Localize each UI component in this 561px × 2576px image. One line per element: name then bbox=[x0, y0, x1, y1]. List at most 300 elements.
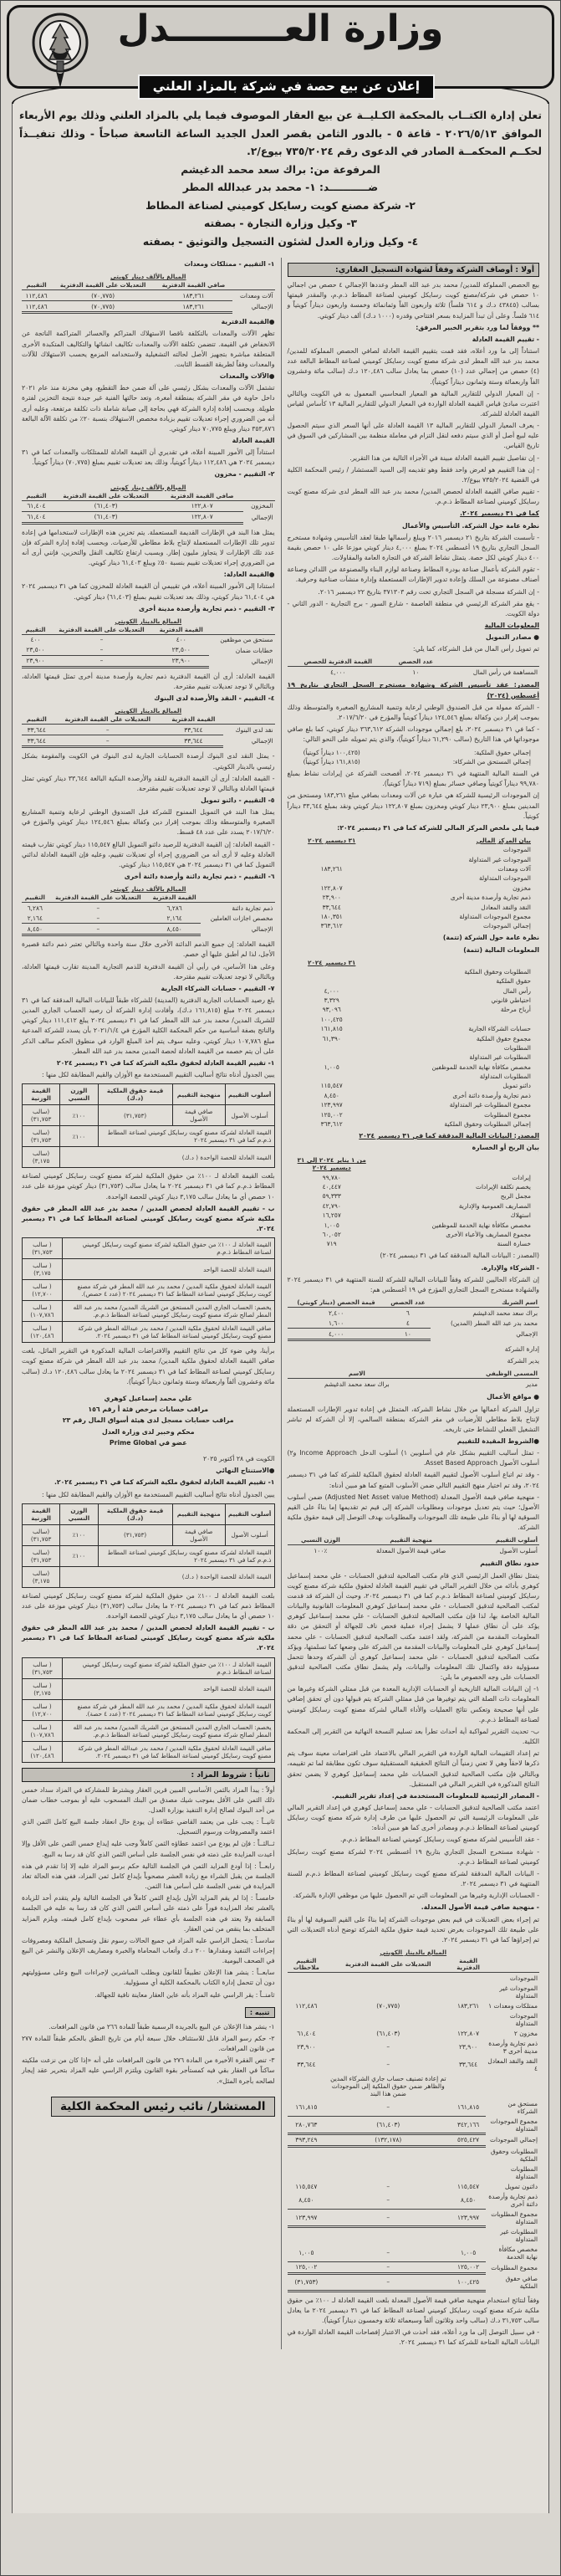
table-cell: المطلوبات المتداولة bbox=[510, 2164, 538, 2180]
table-cell: (١٣٢,١٧٨) bbox=[325, 2133, 451, 2146]
table-cell: ٢,١٦٤ bbox=[166, 914, 182, 922]
table-cell: ٢٣,٥٠٠ bbox=[26, 646, 45, 654]
statement-label: المطلوبات غير المتداولة bbox=[469, 1053, 531, 1062]
column-header: الوزن النسبي bbox=[60, 1503, 98, 1524]
statement-row bbox=[291, 1220, 533, 1229]
table-row bbox=[23, 1741, 275, 1762]
table-cell: ذمم تجارية وأرصدة مدينة أخرى ٣ bbox=[488, 2039, 538, 2055]
paragraph: يمثل هذا البند في التمويل الممنوح للشركة قبل الصندوق الوطني لرعاية وتنمية المشاريع الصغيرة والمتوسطة وذلك بموجب إقرار دين وكفالة بمبلغ ١٢٤,٥٤٦ دينار كويتي والمؤرخ في ٢٠١٧/٦/٢٠ يسدد على عدد ٤٨ قسط. bbox=[22, 808, 275, 837]
signature-line: عضو في Prime Global bbox=[109, 1438, 187, 1447]
column-header: التعديلات على القيمة الدفترية bbox=[325, 1957, 451, 1973]
paragraph: سابعــاً : ينشر هذا الإعلان تطبيقاً للقانون وبطلب المباشرين لإجراءات البيع وعلى مسؤوليتهم دون أن تتحمل إدارة الكتاب بالمحكمة الكلية أي مسؤولية. bbox=[22, 1969, 275, 1987]
statement-label: رأس المال bbox=[502, 986, 531, 995]
column-header: أسلوب التقييم bbox=[225, 1503, 274, 1524]
paragraph: يبين الجدول أدناه نتائج أساليب التقييم المستخدمة مع الأوزان والقيم المطابقة لكل منها : bbox=[41, 1490, 275, 1498]
table-row bbox=[288, 1973, 540, 1984]
table-cell: (٦١,٤٠٣) bbox=[325, 2116, 451, 2133]
table-row bbox=[288, 1318, 540, 1329]
statement-label: مجموع حقوق الملكية bbox=[476, 1034, 531, 1042]
table-row bbox=[288, 2056, 540, 2073]
table-cell: ( سالب ١٠٧,٧٨٦) bbox=[23, 1301, 63, 1322]
column-header bbox=[373, 958, 533, 967]
signature-block bbox=[22, 1393, 275, 1448]
column-header bbox=[243, 492, 275, 501]
table-cell: – bbox=[96, 914, 100, 922]
paragraph: تم إعداد التقييمات المالية الواردة في التقرير المالي بالاعتماد على افتراضات معينة سوف يتم ذكرها لاحقاً وهي لا تعني زمنياً أن النتائج الحقيقية المستقبلية سوف تكون مطابقة لما تم تقييمه، وبالتالي فإن مكتب الصالحية لتدقيق الحسابات علي محمد إسماعيل كوهري لا يضمن تحقق النتائج المذكورة في التقرير المالي في المستقبل. bbox=[287, 1749, 539, 1788]
financial-table bbox=[288, 1949, 540, 2292]
table-cell: – bbox=[99, 636, 104, 644]
table-cell: ٨,٤٥٠ bbox=[148, 924, 201, 935]
statement-table bbox=[291, 1155, 533, 1248]
table-cell: مخزون ٢ bbox=[513, 2029, 538, 2037]
statement-label: أرباح مرحلة bbox=[500, 1006, 531, 1014]
court-official-signature: المستشار/ نائب رئيس المحكمة الكلية bbox=[51, 2097, 275, 2117]
financial-table bbox=[288, 1298, 540, 1341]
table-cell: – bbox=[325, 2273, 451, 2291]
statement-row bbox=[291, 1201, 533, 1211]
table-cell: – bbox=[96, 904, 100, 912]
table-unit-label: المبالغ بالدينار الكويتي bbox=[115, 617, 182, 625]
table-header-row bbox=[288, 1957, 540, 1973]
table-row bbox=[22, 655, 275, 667]
statement-value: ٤٠,٤٤٧ bbox=[322, 1183, 341, 1191]
table-row bbox=[23, 1322, 275, 1343]
financial-table bbox=[22, 617, 275, 668]
paragraph: - القيمة العادلة: إن القيمة الدفترية للرصيد دائنو التمويل البالغ ١١٥,٥٤٧ دينار كويتي تقارب قيمته العادلة وعليه لا أرى أنه من الضروري إجراء أي تعديلات تقييم، وعليه فإن القيمة العادلة لدائني التمويل كما في ٣١ ديسمبر ٢٠٢٤ هي ١١٥,٥٤٧ دينار كويتي. bbox=[22, 840, 275, 868]
statement-row bbox=[291, 1043, 533, 1052]
column-header bbox=[373, 1155, 533, 1172]
statement-row bbox=[291, 912, 533, 921]
table-cell bbox=[288, 2226, 326, 2244]
table-cell: مدير bbox=[526, 1380, 538, 1388]
column-header: التعديلات على القيمة الدفترية bbox=[51, 492, 161, 501]
financial-table-grid bbox=[22, 626, 275, 668]
kuwait-state-emblem-icon bbox=[31, 13, 89, 90]
bold-paragraph: بيان الربح أو الخسارة bbox=[472, 1144, 539, 1152]
notice-intro bbox=[19, 107, 542, 251]
table-row bbox=[22, 924, 275, 935]
table-cell: تم إعادة تصنيف حساب جاري الشركاء المدين والظاهر ضمن حقوق الملكية إلى الموجودات ضمن هذا البند bbox=[330, 2074, 446, 2097]
statement-row bbox=[291, 1191, 533, 1201]
table-row bbox=[22, 645, 275, 656]
statement-row bbox=[291, 1172, 533, 1181]
table-cell: ١٠٠٪ bbox=[60, 1126, 98, 1147]
statement-row bbox=[291, 902, 533, 911]
statement-row bbox=[291, 1005, 533, 1014]
table-row bbox=[23, 1720, 275, 1741]
table-cell: صافي القيمة العادلة لحقوق ملكية المدين / محمد بدر عبدالله المطر في شركة مصنع كويت رسايكل كوميني لصناعة المطاط كما في ٣١ ديسمبر ٢٠٢٤. bbox=[62, 1741, 274, 1762]
statement-value: ١١٥,٥٤٧ bbox=[320, 1082, 343, 1090]
statement-value bbox=[291, 845, 373, 854]
table-cell: ٣٤٢,١٦٦ bbox=[451, 2116, 485, 2133]
table-unit-label: المبالغ بالألف دينار كويتي bbox=[110, 885, 186, 894]
table-cell: ( سالب ١٢,٧٠٠) bbox=[23, 1699, 63, 1720]
table-cell: يخصم: الحساب الجاري المدين المستحق من الشريك المدين/ محمد بدر عبد الله المطر لصالح شركة مصنع كويت رسايكل كوميني لصناعة المطاط ذ.م.م. bbox=[62, 1720, 274, 1741]
paragraph: - تأسست الشركة بتاريخ ٢١ ديسمبر ٢٠١٦ ويبلغ رأسمالها طبقا لعقد التأسيس وشهادة مستخرج السجل التجاري بتاريخ ١٩ أغسطس ٢٠٢٤ بمبلغ ٤,٠٠٠ دينار كويتي موزعا على ١٠ حصص بقيمة ٤٠٠ دينار كويتي لكل حصة. يتمثل نشاط الشركة في التجارة العامة والمقاولات. bbox=[287, 533, 539, 562]
paragraph: خامسـاً : إذا لم يقم المزايد الأول بإيداع الثمن كاملاً في الجلسة التالية ولم يتقدم أحد للزيادة بالعشر تعاد المزايدة فوراً على ذمته على أساس الثمن الذي كان قد رسا به عليه في الجلسة السابقة ولا يعتد في هذه الجلسة بأي عطاء غير مصحوب بإيداع كامل قيمته، ويلزم المزايد المتخلف بما ينقص من ثمن العقار. bbox=[22, 1894, 275, 1933]
table-cell bbox=[325, 1983, 451, 2000]
table-cell: – bbox=[325, 2261, 451, 2273]
statement-value: ١,٠٠٥ bbox=[324, 1221, 339, 1229]
column-header: التعديلات على القيمة الدفترية bbox=[49, 626, 154, 635]
bold-paragraph: ٧- التقييم - حسابات الشركاء الجارية bbox=[161, 984, 275, 992]
statement-value: ٢٣,٩٠٠ bbox=[322, 894, 341, 902]
bold-paragraph: ٥- التقييم - دائنو تمويل bbox=[201, 796, 275, 804]
statement-row bbox=[291, 893, 533, 902]
statement-row bbox=[291, 1052, 533, 1062]
table-cell: ١٠٠,٤٢٥ bbox=[451, 2273, 485, 2291]
table-cell: ٦١,٤٠٤ bbox=[297, 2029, 316, 2037]
table-cell: ٣٣,٦٤٤ bbox=[458, 2061, 478, 2069]
ministry-title: وزارة العـــــــــدل bbox=[117, 8, 444, 50]
statement-row bbox=[291, 1230, 533, 1239]
table-cell: ١,٦٠٠ bbox=[328, 1319, 344, 1327]
signature-line: مراقب حسابات مرخص فئة أ رقم ١٥٦ bbox=[88, 1406, 209, 1414]
statement-row bbox=[291, 747, 533, 756]
bold-paragraph: - المصادر الرئيسية للمعلومات المستخدمة في إعداد تقرير التقييم. bbox=[332, 1791, 539, 1800]
paragraph: القيمة العادلة: أرى أن القيمة الدفترية ذمم تجارية وأرصدة مدينة أخرى تمثل قيمتها العادلة، وبالتالي لا توجد تعديلات تقييم مقترحة. bbox=[22, 672, 275, 691]
paragraph: بلغت القيمة العادلة لـ ١٠٠٪ من حقوق الملكية لشركة مصنع كويت رسايكل كوميني لصناعة المطاط ذ.م.م كما في ٣١ ديسمبر ٢٠٢٤ ما يعادل سالب (٣١,٧٥٣) دينار كويتي موزعة على عدد ١٠ حصص أي ما يعادل سالب ٣,١٧٥ دينار كويتي للحصة الواحدة. bbox=[22, 1172, 275, 1201]
statement-row bbox=[291, 1033, 533, 1042]
column-header: عدد الحصص bbox=[389, 658, 443, 667]
statement-row bbox=[291, 1119, 533, 1129]
column-header bbox=[232, 281, 275, 290]
statement-row bbox=[291, 1081, 533, 1090]
statement-value: ٩٩,٧٨٠ bbox=[322, 1173, 341, 1181]
table-cell: أسلوب الأصول bbox=[225, 1524, 274, 1545]
table-cell: ١٢٢,٨٠٧ bbox=[456, 2029, 480, 2037]
table-header-row bbox=[291, 1155, 533, 1172]
table-cell: مخصص اجازات العاملين bbox=[210, 914, 273, 922]
table-row bbox=[23, 1147, 275, 1168]
table-cell: صافي حقوق الملكية bbox=[505, 2274, 538, 2290]
statement-value: ١,٠٠٥ bbox=[324, 1063, 339, 1071]
statement-row bbox=[291, 1211, 533, 1220]
statement-row bbox=[291, 1091, 533, 1100]
table-cell: مخصص مكافأة نهاية الخدمة bbox=[498, 2245, 538, 2261]
paragraph: (المصدر : البيانات المالية المدققة كما في ٣١ ديسمبر ٢٠٢٤) bbox=[380, 1252, 539, 1260]
statement-row bbox=[291, 986, 533, 996]
statement-label: النقد والنقد المعادل bbox=[481, 903, 531, 911]
table-row bbox=[22, 500, 275, 511]
paragraph: استنادا إلى الأمور المبينة أعلاه، في تقييمي أن القيمة العادلة للمخزون كما هي ٣١ ديسمبر ٢٠٢٤ هي ٦١,٤٠٤ دينار كويتي، وذلك بعد تعديلات تقييم بمبلغ (٦١,٤٠٣) دينار كويتي. bbox=[22, 582, 275, 601]
table-cell: – bbox=[325, 2209, 451, 2226]
statement-label: ذمم تجارية وأرصدة دائنة أخرى bbox=[452, 1091, 531, 1099]
statement-value bbox=[291, 1072, 373, 1081]
table-cell: الموجودات غير المتداولة bbox=[499, 1984, 538, 2000]
financial-table bbox=[288, 1370, 540, 1389]
table-cell: محمد بدر عبد الله المطر (المدين) bbox=[451, 1319, 538, 1327]
bold-paragraph: ●القيمة الدفترية bbox=[221, 318, 275, 326]
source-note: المصدر: عقد تأسيس الشركة وشهادة مستخرج السجل التجاري بتاريخ ١٩ أغسطس (٢٠٢٤) bbox=[287, 681, 539, 699]
table-cell: ١٠ bbox=[385, 1329, 431, 1340]
column-header: التعديلات على القيمة الدفترية bbox=[48, 894, 149, 903]
table-cell: ١١٢,٤٨٦ bbox=[295, 2001, 318, 2010]
table-cell: (٧٠,٧٧٥) bbox=[376, 2001, 400, 2010]
bold-paragraph: ●القيمة العادلة: bbox=[223, 571, 275, 579]
bold-paragraph: ●الشروط المقيدة للتقييم bbox=[456, 1437, 539, 1445]
paragraph: بلغ رصيد الحسابات الجارية الدفترية (المدينة) للشركاء طبقاً للبيانات المالية المدققة كما في ٣١ ديسمبر ٢٠٢٤ مبلغ (١٦١,٨١٥ د.ك)، وأفادت إدارة الشركة أن رصيد الحساب الجاري المدين للشريك المدين/ محمد بدر عبد الله المطر كما في ٣١ ديسمبر ٢٠٢٤ يبلغ ١١١,٤١٢ دينار كويتي والناتج بصفة أساسية من حكم المحكمة الكلية المؤرخ في ٢٠٢١/١/٤ بأن يسدد للشركة المدعية مبلغ ١٠٧,٧٨٦ دينار كويتي، وعليه سوف يتم أخذ المبلغ الوارد في منطوق الحكم سالف الذكر على أن يتم خصمه من القيمة العادلة لحصة المدين محمد بدر عبد الله المطر. bbox=[22, 996, 275, 1055]
table-cell: الإجمالي bbox=[516, 1330, 538, 1339]
paragraph: تشتمل الآلات والمعدات بشكل رئيسي على آلة ضمن خط التقطيع، وهي مخزنة منذ عام ٢٠٢١ داخل حاوية في مقر الشركة بمنطقة أمغرة، وتعد حالتها الفنية غير جيدة نتيجة التخزين لفترة طويلة. وبحسب إفادة إدارة الشركة فهي بحاجة إلى صيانة شاملة ذات تكلفة مرتفعة، وعليه أرى أنه من الضروري إجراء تعديلات تقييم بزيادة مخصص الاستهلاك بنسبة ٢٠٪ من تكلفة الآلة البالغة ٣٥٣,٨٧٦ دينار ويبلغ ٧٠,٧٧٥ دينار كويتي. bbox=[22, 384, 275, 433]
defendant-line: ٢- شركة مصنع كويت رسايكل كوميني لصناعة المطاط bbox=[145, 199, 416, 212]
column-header: القيمة الوزنية bbox=[23, 1084, 60, 1105]
plaintiff-line: المرفوعة من: براك سعد محمد الدغيشم bbox=[181, 163, 380, 176]
statement-label: المطلوبات المتداولة bbox=[479, 1073, 531, 1081]
statement-value: ١٦,٢٥٧ bbox=[322, 1211, 341, 1220]
column-header: قيمة حقوق الملكية (د.ك) bbox=[98, 1503, 172, 1524]
table-cell: ( سالب ١٠٧,٧٨٦) bbox=[23, 1720, 63, 1741]
table-cell bbox=[288, 2010, 326, 2028]
table-cell bbox=[451, 2226, 485, 2244]
column-header: التقييم bbox=[22, 492, 51, 501]
statement-label: مجموع الموجودات المتداولة bbox=[459, 912, 531, 920]
column-header bbox=[209, 626, 275, 635]
table-cell: ٣٣,٦٤٤ bbox=[27, 725, 46, 734]
table-cell: ( سالب ٣,١٧٥) bbox=[23, 1259, 63, 1280]
statement-row bbox=[291, 1100, 533, 1109]
statement-label: مخصص مكافأة نهاية الخدمة للموظفين bbox=[431, 1221, 531, 1229]
defendant-line: ٣- وكيل وزارة التجارة - بصفته bbox=[204, 218, 357, 230]
paragraph: برأينا، وفي ضوء كل من نتائج التقييم والافتراضات المالية المذكورة في التقرير الماثل، بلغت صافي القيمة العادلة لحقوق ملكية المدين/ محمد بدر عبد الله المطر في شركة مصنع كويت رسايكل كوميني لصناعة المطاط كما في ٣١ ديسمبر ٢٠٢٤ ما يعادل سالب ١٢٠,٤٨٦ د.ك (سالب مائة وعشرون ألفاً واربعمائة وستة وثمانون ديناراً كويتياً). bbox=[22, 1347, 275, 1385]
table-cell: ١٢٥,٠٠٢ bbox=[451, 2261, 485, 2273]
table-cell: المطلوبات وحقوق الملكية bbox=[491, 2147, 538, 2163]
table-cell: – bbox=[386, 2182, 390, 2190]
table-cell: مستحق من موظفين bbox=[220, 636, 273, 644]
bordered-table bbox=[22, 1237, 275, 1343]
statement-row bbox=[291, 996, 533, 1005]
paragraph: ٣- تنص الفقرة الأخيرة من المادة ٢٧٦ من قانون المرافعات على أنه «إذا كان من نزعت ملكيته ساكناً في العقار بقي فيه كمستأجر بقوة القانون ويلتزم الراسي عليه المزاد بتحرير عقد إيجار لصالحه بأجرة المثل». bbox=[22, 2056, 275, 2085]
bold-paragraph: ١- تقييم القيمة العادلة لحقوق ملكية الشركة كما في ٣١ ديسمبر ٢٠٢٤. bbox=[54, 1478, 275, 1487]
table-cell: صافي قيمة الأصول bbox=[172, 1524, 225, 1545]
notice-body bbox=[12, 104, 549, 2513]
statement-row bbox=[291, 883, 533, 893]
statement-value: ٥٩,٣٣٣ bbox=[322, 1192, 341, 1201]
table-cell: – bbox=[386, 2102, 390, 2111]
table-cell: ( سالب ٣١,٧٥٣) bbox=[23, 1238, 63, 1259]
statement-label: إجمالي المستحق من الشركاء: bbox=[452, 757, 531, 766]
table-cell: ٤,٠٠٠ bbox=[330, 668, 346, 676]
table-cell: الإجمالي bbox=[251, 303, 273, 311]
underlined-heading: كما في ٣١ ديسمبر ٢٠٢٤. bbox=[460, 510, 539, 518]
table-cell: إجمالي الموجودات bbox=[490, 2136, 538, 2144]
statement-row bbox=[291, 757, 533, 766]
column-header: القيمة الدفترية bbox=[148, 894, 201, 903]
table-row bbox=[288, 2244, 540, 2261]
column-header: التقييم bbox=[22, 281, 51, 290]
table-cell: ١٨٣,٢٦١ bbox=[182, 291, 205, 300]
table-cell: ٢٣,٥٠٠ bbox=[171, 646, 191, 654]
table-cell: دائنون تمويل bbox=[504, 2182, 538, 2190]
bordered-table bbox=[22, 1083, 275, 1168]
table-cell: ١١٥,٥٤٧ bbox=[295, 2182, 318, 2190]
statement-row bbox=[291, 864, 533, 873]
statement-label: إجمالي حقوق الملكية: bbox=[474, 748, 531, 756]
statement-row bbox=[291, 921, 533, 930]
table-cell: براك سعد محمد الدغيشم bbox=[472, 1308, 538, 1317]
bold-paragraph: ** ووفقاً لما ورد بتقرير الخبير المرفق: bbox=[416, 323, 539, 331]
table-unit-label: المبالغ بالدينار الكويتي bbox=[380, 1949, 447, 1957]
table-cell: صافي قيمة الأصول المعدلة bbox=[376, 1546, 446, 1554]
two-column-layout bbox=[19, 258, 542, 2349]
table-row bbox=[22, 290, 275, 301]
table-row bbox=[23, 1699, 275, 1720]
table-cell: ( سالب ١٢,٧٠٠) bbox=[23, 1280, 63, 1301]
table-row bbox=[288, 2146, 540, 2164]
statement-label: مخصص مكافأة نهاية الخدمة للموظفين bbox=[431, 1063, 531, 1071]
table-cell: – bbox=[386, 2061, 390, 2069]
table-cell: القيمة العادلة لشركة مصنع كويت رسايكل كوميني لصناعة المطاط ذ.م.م كما في ٣١ ديسمبر ٢٠٢٤ bbox=[98, 1545, 274, 1566]
table-cell bbox=[325, 2226, 451, 2244]
bold-paragraph: - تقييم القيمة العادلة bbox=[472, 335, 539, 343]
table-row bbox=[22, 735, 275, 747]
bold-paragraph: ● مواقع الأعمال bbox=[487, 1393, 539, 1401]
bold-paragraph: ●الآلات والمعدات bbox=[219, 372, 275, 381]
table-row bbox=[22, 301, 275, 313]
table-cell: القيمة العادلة للحصة الواحدة ( د.ك) bbox=[60, 1566, 274, 1587]
column-header: بيان المركز المالي bbox=[476, 837, 531, 845]
statement-row bbox=[291, 1024, 533, 1033]
table-cell: (٣١,٧٥٣) bbox=[98, 1105, 172, 1126]
table-cell: ٥٢٥,٤٢٧ bbox=[451, 2133, 485, 2146]
column-header: التقييم bbox=[22, 715, 52, 725]
table-cell: ( سالب ١٢٠,٤٨٦) bbox=[23, 1322, 63, 1343]
signature-line: مراقب حسابات مسجل لدى هيئة أسواق المال رقم ٢٣ bbox=[62, 1416, 234, 1425]
paragraph: اعتمد مكتب الصالحية لتدقيق الحسابات - علي محمد إسماعيل كوهري في إعداد التقرير المالي على المعلومات الرئيسية التي تم الحصول عليها من طرف إدارة شركة مصنع كويت رسايكل كوميني لصناعة المطاط ذ.م.م ومصادر أخرى كما هو مبين أدناه: bbox=[287, 1804, 539, 1832]
paragraph: استناداً إلى الأمور المبينة أعلاه، في تقديري أن القيمة العادلة للممتلكات والمعدات كما في ٣١ ديسمبر ٢٠٢٤ هي ١١٢,٤٨٦ ديناراً كويتياً، وذلك بعد تعديلات تقييم بمبلغ (٧٠,٧٧٥) ديناراً كويتياً. bbox=[22, 448, 275, 467]
table-cell: صافي قيمة الأصول bbox=[172, 1105, 225, 1126]
statement-label: استهلاك bbox=[510, 1211, 531, 1220]
column-header: القيمة الدفترية bbox=[154, 626, 209, 635]
table-header-row bbox=[22, 492, 275, 501]
statement-label: المطلوبات bbox=[503, 1043, 531, 1052]
column-header: أسلوب التقييم bbox=[225, 1084, 274, 1105]
financial-table-grid bbox=[22, 715, 275, 748]
financial-table bbox=[288, 1536, 540, 1555]
column-header: ٣١ ديسمبر ٢٠٢٤ bbox=[308, 958, 356, 966]
statement-table bbox=[291, 836, 533, 930]
table-cell: الإجمالي bbox=[251, 513, 273, 521]
statement-value: ٤٢,٧٩٠ bbox=[322, 1201, 341, 1210]
table-cell: ٤ bbox=[405, 1319, 410, 1327]
table-row bbox=[288, 2226, 540, 2244]
paragraph: - البيانات المالية المدققة لشركة مصنع كويت رسايكل كوميني لصناعة المطاط ذ.م.م للسنة المنتهية في ٣١ ديسمبر ٢٠٢٤. bbox=[287, 1869, 539, 1888]
bold-paragraph: ●الاستنتاج النهائي bbox=[216, 1467, 275, 1475]
table-cell: ٦١,٤٠٤ bbox=[27, 502, 46, 510]
financial-table-grid bbox=[22, 492, 275, 525]
column-header bbox=[443, 658, 539, 667]
announcement-banner: إعلان عن بيع حصة في شركة بالمزاد العلني bbox=[138, 74, 435, 100]
paragraph: إن الشركاء الحاليين للشركة وفقاً للبيانات المالية للشركة للسنة المنتهية في ٣١ ديسمبر ٢٠٢٤ والشهادة مستخرج السجل التجاري المؤرخ في ١٩ أغسطس هم: bbox=[287, 1275, 539, 1293]
statement-label: حقوق الملكية bbox=[496, 977, 531, 986]
paragraph: - منهجية صافي قيمة الأصول المعدلة (Adjusted Net Asset value Method) ضمن أسلوب الأصول؛ حيث يتم تعديل موجودات ومطلوبات الشركة إلى قيم تم تقديمها إما بناءً على القيم السوقية لها أو بناءً على طبيعة تلك الموجودات والمطلوبات بهدف التوصل إلى قيمة حقوق ملكية الشركة. bbox=[287, 1493, 539, 1532]
statement-label: مجموع المصاريف والأعباء الأخرى bbox=[446, 1230, 531, 1238]
column-header: منهجية التقييم bbox=[172, 1084, 225, 1105]
column-header: قيمة حقوق الملكية (د.ك) bbox=[98, 1084, 172, 1105]
bold-paragraph: القيمة العادلة bbox=[232, 437, 275, 444]
column-header: التقييم bbox=[22, 894, 48, 903]
table-cell: مجموع المطلوبات المتداولة bbox=[491, 2210, 538, 2225]
table-row bbox=[288, 2010, 540, 2028]
statement-label: دائنو تمويل bbox=[502, 1082, 531, 1090]
table-cell: ( سالب ١٢٠,٤٨٦) bbox=[23, 1741, 63, 1762]
paragraph: - في سبيل التوصل إلى ما ورد أعلاه، فقد أخذت في الاعتبار إفصاحات القيمة العادلة الواردة في البيانات المالية المتاحة للشركة كما ٣١ ديسمبر ٢٠٢٤. bbox=[287, 2328, 539, 2347]
table-cell: ١٢٥,٠٠٢ bbox=[288, 2261, 326, 2273]
statement-value bbox=[291, 967, 373, 976]
table-cell bbox=[288, 2073, 326, 2098]
table-cell: ١٦١,٨١٥ bbox=[456, 2102, 480, 2111]
table-cell: ذمم تجارية دائنة bbox=[232, 904, 273, 912]
paragraph: - الحسابات الإدارية وغيرها من المعلومات التي تم الحصول عليها من موظفي الإدارة بالشركة. bbox=[293, 1892, 539, 1900]
table-cell: ١١٢,٤٨٦ bbox=[25, 291, 48, 300]
column-header: المسمى الوظيفي bbox=[426, 1370, 539, 1379]
table-cell: (سالب ٣١,٧٥٣) bbox=[23, 1105, 60, 1126]
table-cell: – bbox=[48, 924, 149, 935]
table-cell: النقد والنقد المعادل ٤ bbox=[487, 2056, 538, 2072]
column-header: صافي القيمة الدفترية bbox=[155, 281, 232, 290]
statement-row bbox=[291, 1182, 533, 1191]
table-header-row bbox=[288, 1298, 540, 1308]
table-cell: ٤٠٠ bbox=[176, 636, 186, 644]
statement-label: مجموع المطلوبات bbox=[484, 1110, 531, 1119]
bold-paragraph: - منهجية صافي قيمة الأصول المعدلة. bbox=[421, 1903, 539, 1912]
financial-table-grid bbox=[22, 894, 275, 936]
table-cell: ٣٣,٦٤٤ bbox=[184, 725, 203, 734]
financial-table-grid bbox=[288, 1298, 540, 1341]
table-row bbox=[288, 1545, 540, 1556]
table-cell: – bbox=[386, 2043, 390, 2051]
bold-paragraph: حدود نطاق التقييم bbox=[480, 1559, 539, 1568]
table-row bbox=[23, 1657, 275, 1678]
table-cell: (سالب ٣١,٧٥٣) bbox=[23, 1524, 60, 1545]
table-row bbox=[288, 1379, 540, 1390]
table-cell: صافي القيمة العادلة لحقوق ملكية المدين / محمد بدر عبدالله المطر في شركة مصنع كويت رسايكل كوميني لصناعة المطاط كما في ٣١ ديسمبر ٢٠٢٤. bbox=[62, 1322, 274, 1343]
paragraph: - يقع مقر الشركة الرئيسي في منطقة العاصمة - شارع السور - برج التجارية - الدور الثاني - دولة الكويت. bbox=[287, 599, 539, 617]
table-cell: ١٠٠٪ bbox=[60, 1105, 98, 1126]
table-row bbox=[288, 2073, 540, 2098]
statement-row bbox=[291, 1109, 533, 1119]
paragraph: استناداً إلى ما ورد أعلاه، فقد قمت بتقييم القيمة العادلة لصافي الحصص المملوكة للمدين/ محمد بدر عبد الله المطر لدى شركة مصنع كويت رسايكل كوميني لصناعة المطاط البالغة عدد (٤) حصص من إجمالي عدد (١٠) حصص بما يعادل سالب ١٢٠,٤٨٦ د.ك (سالب مائة وعشرون الفاً واربعمائة وستة وثمانون ديناراً كويتياً). bbox=[287, 347, 539, 386]
table-cell: – bbox=[386, 2248, 390, 2256]
table-header-row bbox=[22, 894, 275, 903]
table-cell: آلات ومعدات bbox=[239, 292, 273, 300]
column-header: منهجية التقييم bbox=[354, 1536, 468, 1545]
financial-table bbox=[22, 484, 275, 525]
column-header: التقييم bbox=[22, 626, 49, 635]
table-cell: ١٠٠٪ bbox=[60, 1545, 98, 1566]
financial-table-grid bbox=[22, 281, 275, 314]
note-header: تنبيه : bbox=[245, 2007, 275, 2018]
table-unit-label: المبالغ بالألف دينار كويتي bbox=[110, 273, 186, 281]
paragraph: تظهر الآلات والمعدات بالتكلفة ناقصا الاستهلاك المتراكم والخسائر المتراكمة الناتجة عن الانخفاض في القيمة. تتضمن تكلفة الآلات والمعدات تكاليف انشائها والتكاليف المتكبدة الأخرى المتعلقة مباشرة بتجهيز الأصل لحالته التشغيلية ولاستخدامه المزمع يحسب الاستهلاك للآلات والمعدات وفقاً لطريقة القسط الثابت. bbox=[22, 330, 275, 368]
table-cell: ٣٩٣,٢٤٩ bbox=[288, 2133, 326, 2146]
table-cell: (٦١,٤٠٣) bbox=[94, 502, 118, 510]
statement-value bbox=[291, 854, 373, 863]
statement-value: ٣٦٣,٦١٢ bbox=[320, 1119, 343, 1128]
table-cell bbox=[288, 2146, 326, 2164]
table-cell bbox=[451, 1983, 485, 2000]
table-row bbox=[288, 2261, 540, 2273]
table-cell: ٤,٠٠٠ bbox=[288, 1329, 385, 1340]
table-cell: ذمم تجارية وأرصدة دائنة أخرى bbox=[488, 2192, 538, 2208]
table-cell: ( سالب ٣,١٧٥) bbox=[23, 1678, 63, 1699]
bold-paragraph: ٢- التقييم - مخزون bbox=[214, 470, 275, 479]
paragraph: - إن المعيار الدولي للتقارير المالية هو المعيار المحاسبي المعمول به في الكويت وبالتالي اعتبرت مبادئ قياس القيمة العادلة الواردة في المعيار الدولي للتقارير المالية ١٣ كأساس لقياس القيمة العادلة للشركة. bbox=[287, 389, 539, 417]
paragraph: وفقاً لنتائج استخدام منهجية صافي قيمة الأصول المعدلة بلغت القيمة العادلة لـ ١٠٠٪ من حقوق ملكية شركة مصنع كويت رسايكل كوميني لصناعة المطاط كما في ٣١ ديسمبر ٢٠٢٤ ما يعادل سالب ٣١,٧٥٣ د.ك (سالب واحد وثلاثون ألفاً وسبعمائة ثلاثة وخمسون ديناراً كويتياً). bbox=[287, 2296, 540, 2324]
statement-table bbox=[291, 958, 533, 1129]
table-cell: ٨,٤٥٠ bbox=[298, 2195, 314, 2204]
table-row bbox=[288, 2133, 540, 2146]
